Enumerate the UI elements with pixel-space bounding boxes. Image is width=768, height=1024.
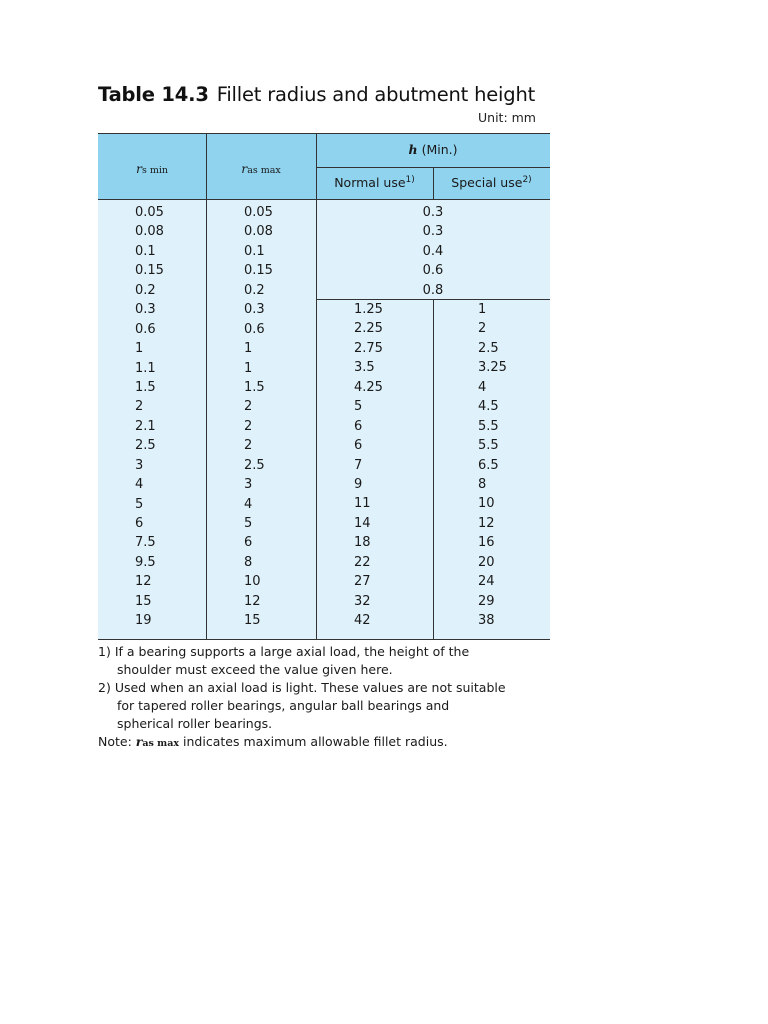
ras-max-cell: 1.5 [244,379,265,395]
special-use-cell: 29 [478,593,495,609]
column-special-use [478,300,507,630]
special-use-cell: 38 [478,613,495,628]
h-merged-cell: 0.3 [422,224,444,240]
normal-use-cell: 22 [354,554,371,570]
rs-min-cell: 7.5 [135,535,156,551]
special-use-cell: 8 [478,476,487,492]
normal-use-cell: 6 [354,418,363,434]
column-normal-use [354,300,383,630]
normal-use-cell: 2.25 [354,321,383,337]
rs-min-cell: 0.15 [135,263,164,279]
ras-max-cell: 5 [244,516,253,531]
header-h-min [316,142,550,157]
column-rule-3-body [433,299,434,639]
unit-label: Unit: mm [478,110,536,125]
rs-min-cell: 0.08 [135,224,164,240]
header-rs-min [98,161,206,176]
normal-use-cell: 27 [354,574,371,590]
rs-min-cell: 0.2 [135,282,156,298]
header-ras-max-sub: as max [247,165,281,176]
ras-max-cell: 2 [244,418,253,434]
ras-max-cell: 10 [244,574,261,590]
special-use-cell: 4 [478,379,487,395]
note-2-line-2: for tapered roller bearings, angular ball bearings and [117,698,450,713]
normal-use-cell: 14 [354,515,371,531]
ras-max-cell: 0.2 [244,282,265,298]
column-rule-1 [206,134,207,639]
ras-max-cell: 2 [244,399,253,415]
ras-max-cell: 3 [244,477,253,493]
h-merged-cell: 0.3 [422,205,444,220]
rs-min-cell: 19 [135,613,152,629]
normal-use-cell: 5 [354,399,363,415]
note-3-symbol: r [135,734,143,749]
ras-max-cell: 4 [244,496,253,512]
rs-min-cell: 0.05 [135,205,164,220]
ras-max-cell: 0.6 [244,321,265,337]
rs-min-cell: 2 [135,399,144,415]
special-use-cell: 3.25 [478,360,507,376]
special-use-cell: 20 [478,554,495,570]
header-rs-min-symbol: r [135,161,142,176]
note-1-line-1: If a bearing supports a large axial load, the height of the [114,644,470,659]
note-1-marker: 1) [98,644,111,659]
normal-use-cell: 2.75 [354,340,383,356]
rs-min-cell: 6 [135,516,144,531]
note-1 [98,643,558,661]
special-use-cell: 24 [478,574,495,590]
ras-max-cell: 0.08 [244,224,273,240]
header-h-symbol: h [408,142,418,157]
table-title [98,83,558,106]
special-use-cell: 2 [478,321,487,337]
normal-use-cell: 6 [354,438,363,454]
ras-max-cell: 1 [244,360,253,376]
rs-min-cell: 0.3 [135,302,156,318]
ras-max-cell: 2 [244,438,253,454]
note-2-line-1: Used when an axial load is light. These values are not suitable [114,680,506,695]
note-1-line-2: shoulder must exceed the value given here. [117,662,393,677]
ras-max-cell: 1 [244,341,253,357]
ras-max-cell: 8 [244,554,253,570]
ras-max-cell: 2.5 [244,457,265,473]
ras-max-cell: 0.3 [244,302,265,318]
special-use-cell: 5.5 [478,438,499,454]
special-use-cell: 12 [478,515,495,531]
table-notes [98,643,558,753]
rs-min-cell: 2.1 [135,418,156,434]
ras-max-cell: 0.1 [244,243,265,259]
rs-min-cell: 1 [135,341,144,357]
ras-max-cell: 12 [244,593,261,609]
ras-max-cell: 15 [244,613,261,629]
ras-max-cell: 0.05 [244,205,273,220]
note-3-text: indicates maximum allowable fillet radius. [179,734,448,749]
note-3-prefix: Note: [98,734,136,749]
rs-min-cell: 1.5 [135,379,156,395]
normal-use-cell: 4.25 [354,379,383,395]
h-merged-cell: 0.4 [422,243,444,259]
special-use-cell: 4.5 [478,399,499,415]
rs-min-cell: 5 [135,496,144,512]
special-use-cell: 10 [478,496,495,512]
header-h-rest: (Min.) [417,142,458,157]
header-special-use-sup: 2) [522,175,532,185]
table-number: Table 14.3 [98,83,209,106]
normal-use-cell: 1.25 [354,302,383,317]
header-rs-min-sub: s min [141,165,169,176]
table-title-text: Fillet radius and abutment height [216,83,536,106]
normal-use-cell: 7 [354,457,363,473]
header-normal-use-text: Normal use [334,175,406,191]
normal-use-cell: 11 [354,496,371,512]
column-h-merged [316,203,550,300]
special-use-cell: 1 [478,302,487,317]
rs-min-cell: 9.5 [135,554,156,570]
fillet-radius-table [98,133,550,640]
header-normal-use-sup: 1) [405,175,415,185]
special-use-cell: 2.5 [478,340,499,356]
note-2-line-3: spherical roller bearings. [117,716,273,731]
normal-use-cell: 32 [354,593,371,609]
h-merged-cell: 0.6 [422,263,444,279]
header-bottom-rule [98,199,550,200]
rs-min-cell: 2.5 [135,438,156,454]
rs-min-cell: 15 [135,593,152,609]
ras-max-cell: 0.15 [244,263,273,279]
normal-use-cell: 3.5 [354,360,375,376]
normal-use-cell: 18 [354,535,371,551]
h-merged-cell: 0.8 [422,282,444,298]
normal-use-cell: 42 [354,613,371,628]
header-normal-use [316,175,433,190]
rs-min-cell: 1.1 [135,360,156,376]
header-ras-max [206,161,316,176]
column-rs-min [135,203,164,631]
rs-min-cell: 12 [135,574,152,590]
rs-min-cell: 0.1 [135,243,156,259]
header-ras-max-symbol: r [241,161,248,176]
special-use-cell: 5.5 [478,418,499,434]
rs-min-cell: 3 [135,457,144,473]
note-2 [98,679,558,697]
ras-max-cell: 6 [244,535,253,551]
rs-min-cell: 4 [135,477,144,493]
note-3 [98,733,558,753]
special-use-cell: 6.5 [478,457,499,473]
special-use-cell: 16 [478,535,495,551]
normal-use-cell: 9 [354,476,363,492]
header-special-use-text: Special use [451,175,523,191]
note-3-sub: as max [142,738,180,749]
rs-min-cell: 0.6 [135,321,156,337]
column-ras-max [244,203,273,631]
header-special-use [433,175,550,190]
note-2-marker: 2) [98,680,111,695]
